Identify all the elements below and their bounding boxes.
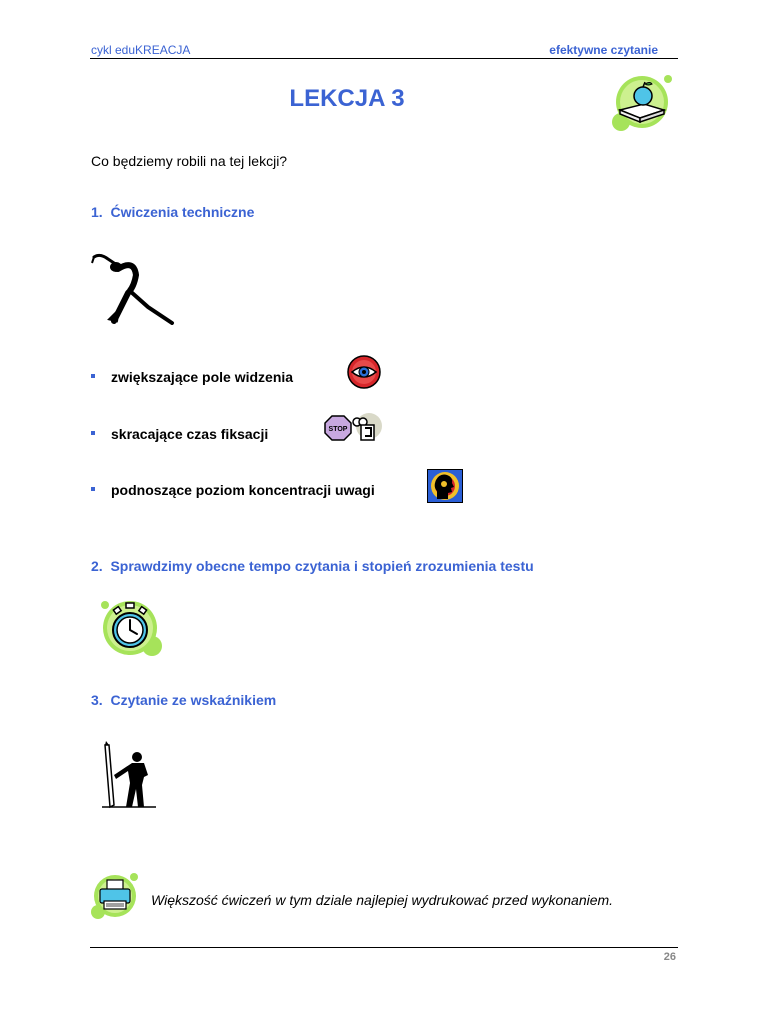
apple-book-icon	[610, 74, 674, 134]
section-2-number: 2.	[91, 558, 103, 574]
page-number: 26	[663, 951, 676, 963]
head-focus-icon	[427, 469, 463, 503]
person-with-pencil-icon	[100, 741, 160, 811]
footer-divider	[90, 947, 678, 948]
print-note: Większość ćwiczeń w tym dziale najlepiej wydrukować przed wykonaniem.	[151, 892, 614, 908]
page-title: LEKCJA 3	[289, 85, 405, 112]
section-3-heading	[91, 692, 276, 708]
stop-sign-icon	[323, 412, 383, 444]
section-1-number: 1.	[91, 204, 103, 220]
header-divider	[90, 58, 678, 59]
section-3-number: 3.	[91, 692, 103, 708]
bullet-2-label: skracające czas fiksacji	[111, 426, 269, 442]
section-2-heading	[91, 558, 534, 574]
header-topic: efektywne czytanie	[549, 43, 658, 57]
header-series-brand: eduKREACJA	[115, 43, 191, 57]
header-series-prefix: cykl	[91, 43, 115, 57]
stretching-figure-icon	[90, 253, 176, 325]
section-1-heading	[91, 204, 254, 220]
bullet-marker	[91, 374, 95, 378]
bullet-1-label: zwiększające pole widzenia	[111, 369, 294, 385]
section-2-label: Sprawdzimy obecne tempo czytania i stopień zrozumienia testu	[110, 558, 534, 574]
bullet-item-3	[91, 482, 375, 498]
svg-text:STOP: STOP	[328, 426, 348, 433]
eye-icon	[346, 355, 382, 389]
bullet-marker	[91, 431, 95, 435]
stopwatch-icon	[98, 598, 164, 658]
bullet-3-label: podnoszące poziom koncentracji uwagi	[111, 482, 375, 498]
bullet-item-2	[91, 426, 268, 442]
header-series	[91, 43, 190, 57]
bullet-marker	[91, 487, 95, 491]
intro-text: Co będziemy robili na tej lekcji?	[91, 153, 288, 169]
printer-icon	[90, 872, 140, 920]
section-1-label: Ćwiczenia techniczne	[110, 204, 255, 220]
bullet-item-1	[91, 369, 293, 385]
section-3-label: Czytanie ze wskaźnikiem	[110, 692, 277, 708]
